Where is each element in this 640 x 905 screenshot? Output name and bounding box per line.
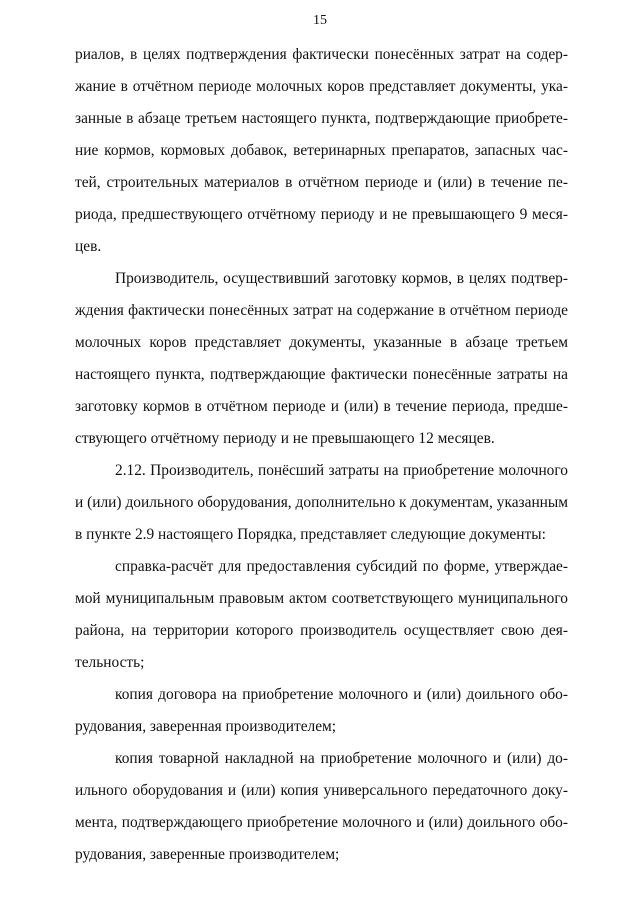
text-line: цев. [75, 238, 102, 255]
text-line: копия договора на приобретение молочного и (или) доильного обо- [115, 686, 568, 703]
text-line: 2.12. Производитель, понёсший затраты на приобретение молочного [115, 462, 568, 479]
text-line: Производитель, осуществивший заготовку кормов, в целях подтвер- [115, 270, 568, 287]
text-line: копия товарной накладной на приобретение молочного и (или) до- [115, 750, 568, 767]
text-line: занные в абзаце третьем настоящего пункта, подтверждающие приобрете- [75, 110, 568, 127]
text-line: ждения фактически понесённых затрат на содержание в отчётном периоде [75, 302, 568, 319]
text-line: рудования, заверенные производителем; [75, 846, 340, 863]
text-line: ние кормов, кормовых добавок, ветеринарных препаратов, запасных час- [75, 142, 568, 159]
text-line: района, на территории которого производитель осуществляет свою дея- [75, 622, 568, 639]
text-line: и (или) доильного оборудования, дополнительно к документам, указанным [75, 494, 568, 511]
text-line: риалов, в целях подтверждения фактически понесённых затрат на содер- [75, 46, 568, 63]
text-line: мой муниципальным правовым актом соответствующего муниципального [75, 590, 568, 607]
text-line: ильного оборудования и (или) копия универсального передаточного доку- [75, 782, 568, 799]
text-line: в пункте 2.9 настоящего Порядка, представляет следующие документы: [75, 526, 546, 543]
text-line: мента, подтверждающего приобретение молочного и (или) доильного обо- [75, 814, 568, 831]
text-line: заготовку кормов в отчётном периоде и (или) в течение периода, предше- [75, 398, 568, 415]
text-line: рудования, заверенная производителем; [75, 718, 337, 735]
text-line: тей, строительных материалов в отчётном периоде и (или) в течение пе- [75, 174, 568, 191]
text-line: настоящего пункта, подтверждающие фактически понесённые затраты на [75, 366, 568, 383]
text-line: тельность; [75, 654, 145, 671]
text-line: справка-расчёт для предоставления субсидий по форме, утверждае- [115, 558, 568, 575]
text-line: молочных коров представляет документы, указанные в абзаце третьем [75, 334, 568, 351]
page-number: 15 [313, 13, 327, 28]
text-line: ствующего отчётному периоду и не превышающего 12 месяцев. [75, 430, 495, 447]
text-line: риода, предшествующего отчётному периоду и не превышающего 9 меся- [75, 206, 568, 223]
text-line: жание в отчётном периоде молочных коров представляет документы, ука- [75, 78, 568, 95]
